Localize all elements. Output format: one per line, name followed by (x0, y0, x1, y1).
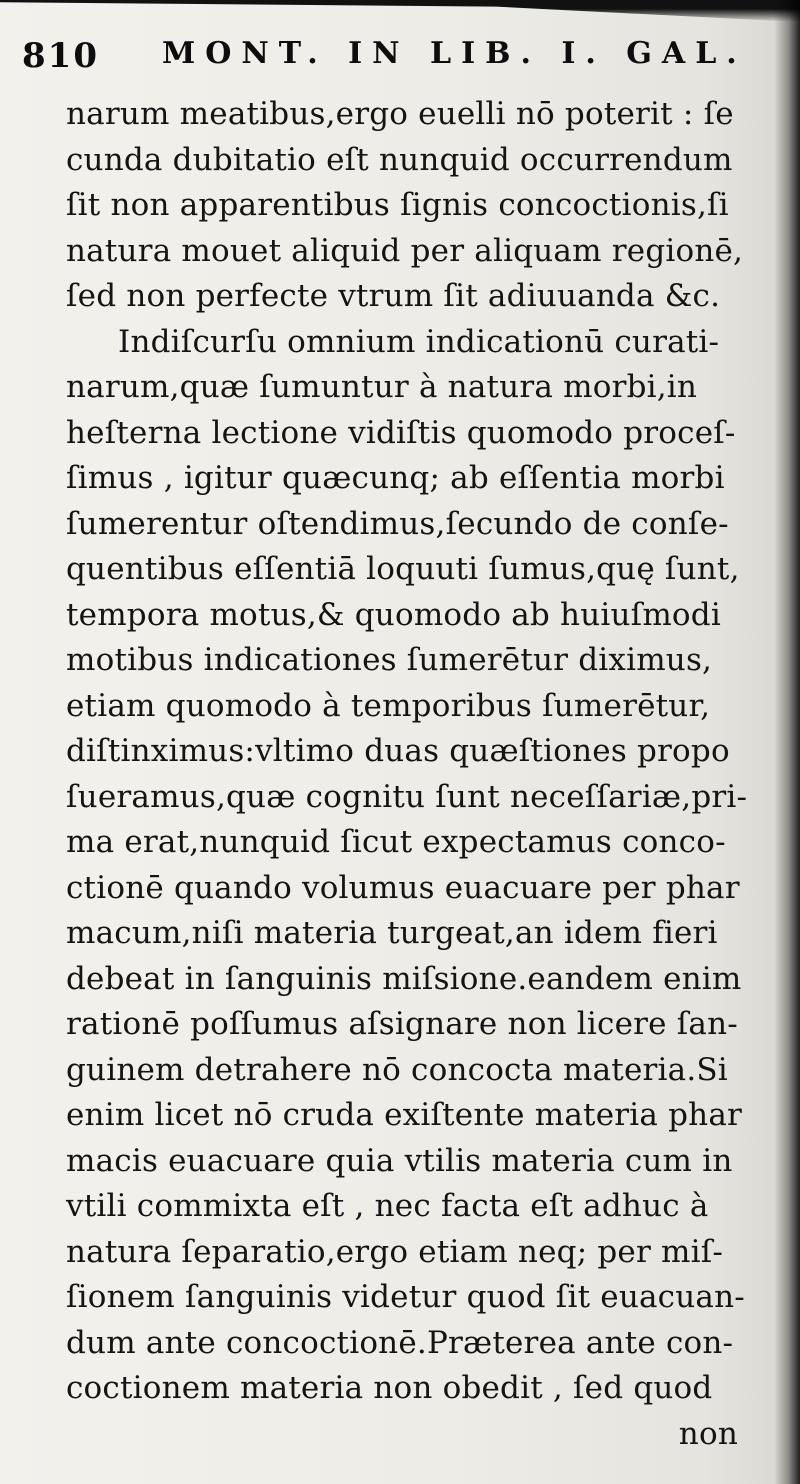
scan-top-edge (0, 0, 800, 22)
text-line: narum meatibus,ergo euelli nō poterit : ſe (66, 96, 734, 132)
text-line: motibus indicationes ſumerētur diximus, (66, 642, 713, 678)
text-line: vtili commixta eſt , nec facta eſt adhuc à (66, 1188, 709, 1224)
text-line: guinem detrahere nō concocta materia.Si (66, 1051, 728, 1088)
text-line: natura mouet aliquid per aliquam regionē, (66, 232, 744, 269)
page-number: 810 (22, 36, 99, 76)
body-text (66, 92, 748, 1457)
text-line: natura ſeparatio,ergo etiam neq; per miſ- (66, 1233, 724, 1270)
running-head-title: MONT. IN LIB. I. GAL. (162, 36, 747, 71)
text-line: ſed non perfecte vtrum ſit adiuuanda &c. (66, 278, 721, 314)
text-line: ſueramus,quæ cognitu ſunt neceſſariæ,pri- (66, 778, 748, 815)
text-line: macum,niſi materia turgeat,an idem fieri (66, 915, 718, 951)
text-line: coctionem materia non obedit , ſed quod (66, 1370, 713, 1406)
text-line: diſtinximus:vltimo duas quæſtiones propo (66, 733, 730, 769)
binding-shadow (774, 0, 800, 1484)
text-line: heſterna lectione vidiſtis quomodo proceſ- (66, 414, 736, 451)
text-line: quentibus eſſentiā loquuti ſumus,quę ſunt, (66, 551, 740, 587)
text-line: dum ante concoctionē.Prӕterea ante con- (66, 1324, 734, 1361)
text-line: ſit non apparentibus ſignis concoctionis,ſi (66, 187, 729, 223)
text-line: macis euacuare quia vtilis materia cum in (66, 1142, 733, 1179)
text-line: narum,quæ ſumuntur à natura morbi,in (66, 369, 698, 405)
text-line: ſimus , igitur quæcunq; ab eſſentia morbi (66, 460, 725, 496)
text-line: ſumerentur oſtendimus,ſecundo de conſe- (66, 505, 729, 542)
text-line: rationē poſſumus aſsignare non licere ſan- (66, 1006, 738, 1042)
text-line: ma erat,nunquid ſicut expectamus conco- (66, 824, 726, 860)
running-head (22, 36, 762, 84)
text-line: ctionē quando volumus euacuare per phar (66, 869, 740, 906)
text-line: ſionem ſanguinis videtur quod ſit euacuan- (66, 1279, 745, 1315)
text-line: enim licet nō cruda exiſtente materia phar (66, 1097, 743, 1133)
paragraph-start-line: Indiſcurſu omnium indicationū curati- (118, 323, 720, 360)
catchword: non (678, 1415, 738, 1452)
text-line: etiam quomodo à temporibus ſumerētur, (66, 687, 711, 724)
text-line: tempora motus,& quomodo ab huiuſmodi (66, 596, 721, 633)
text-line: debeat in ſanguinis miſsione.eandem enim (66, 960, 742, 997)
text-line: cunda dubitatio eſt nunquid occurrendum (66, 141, 733, 178)
